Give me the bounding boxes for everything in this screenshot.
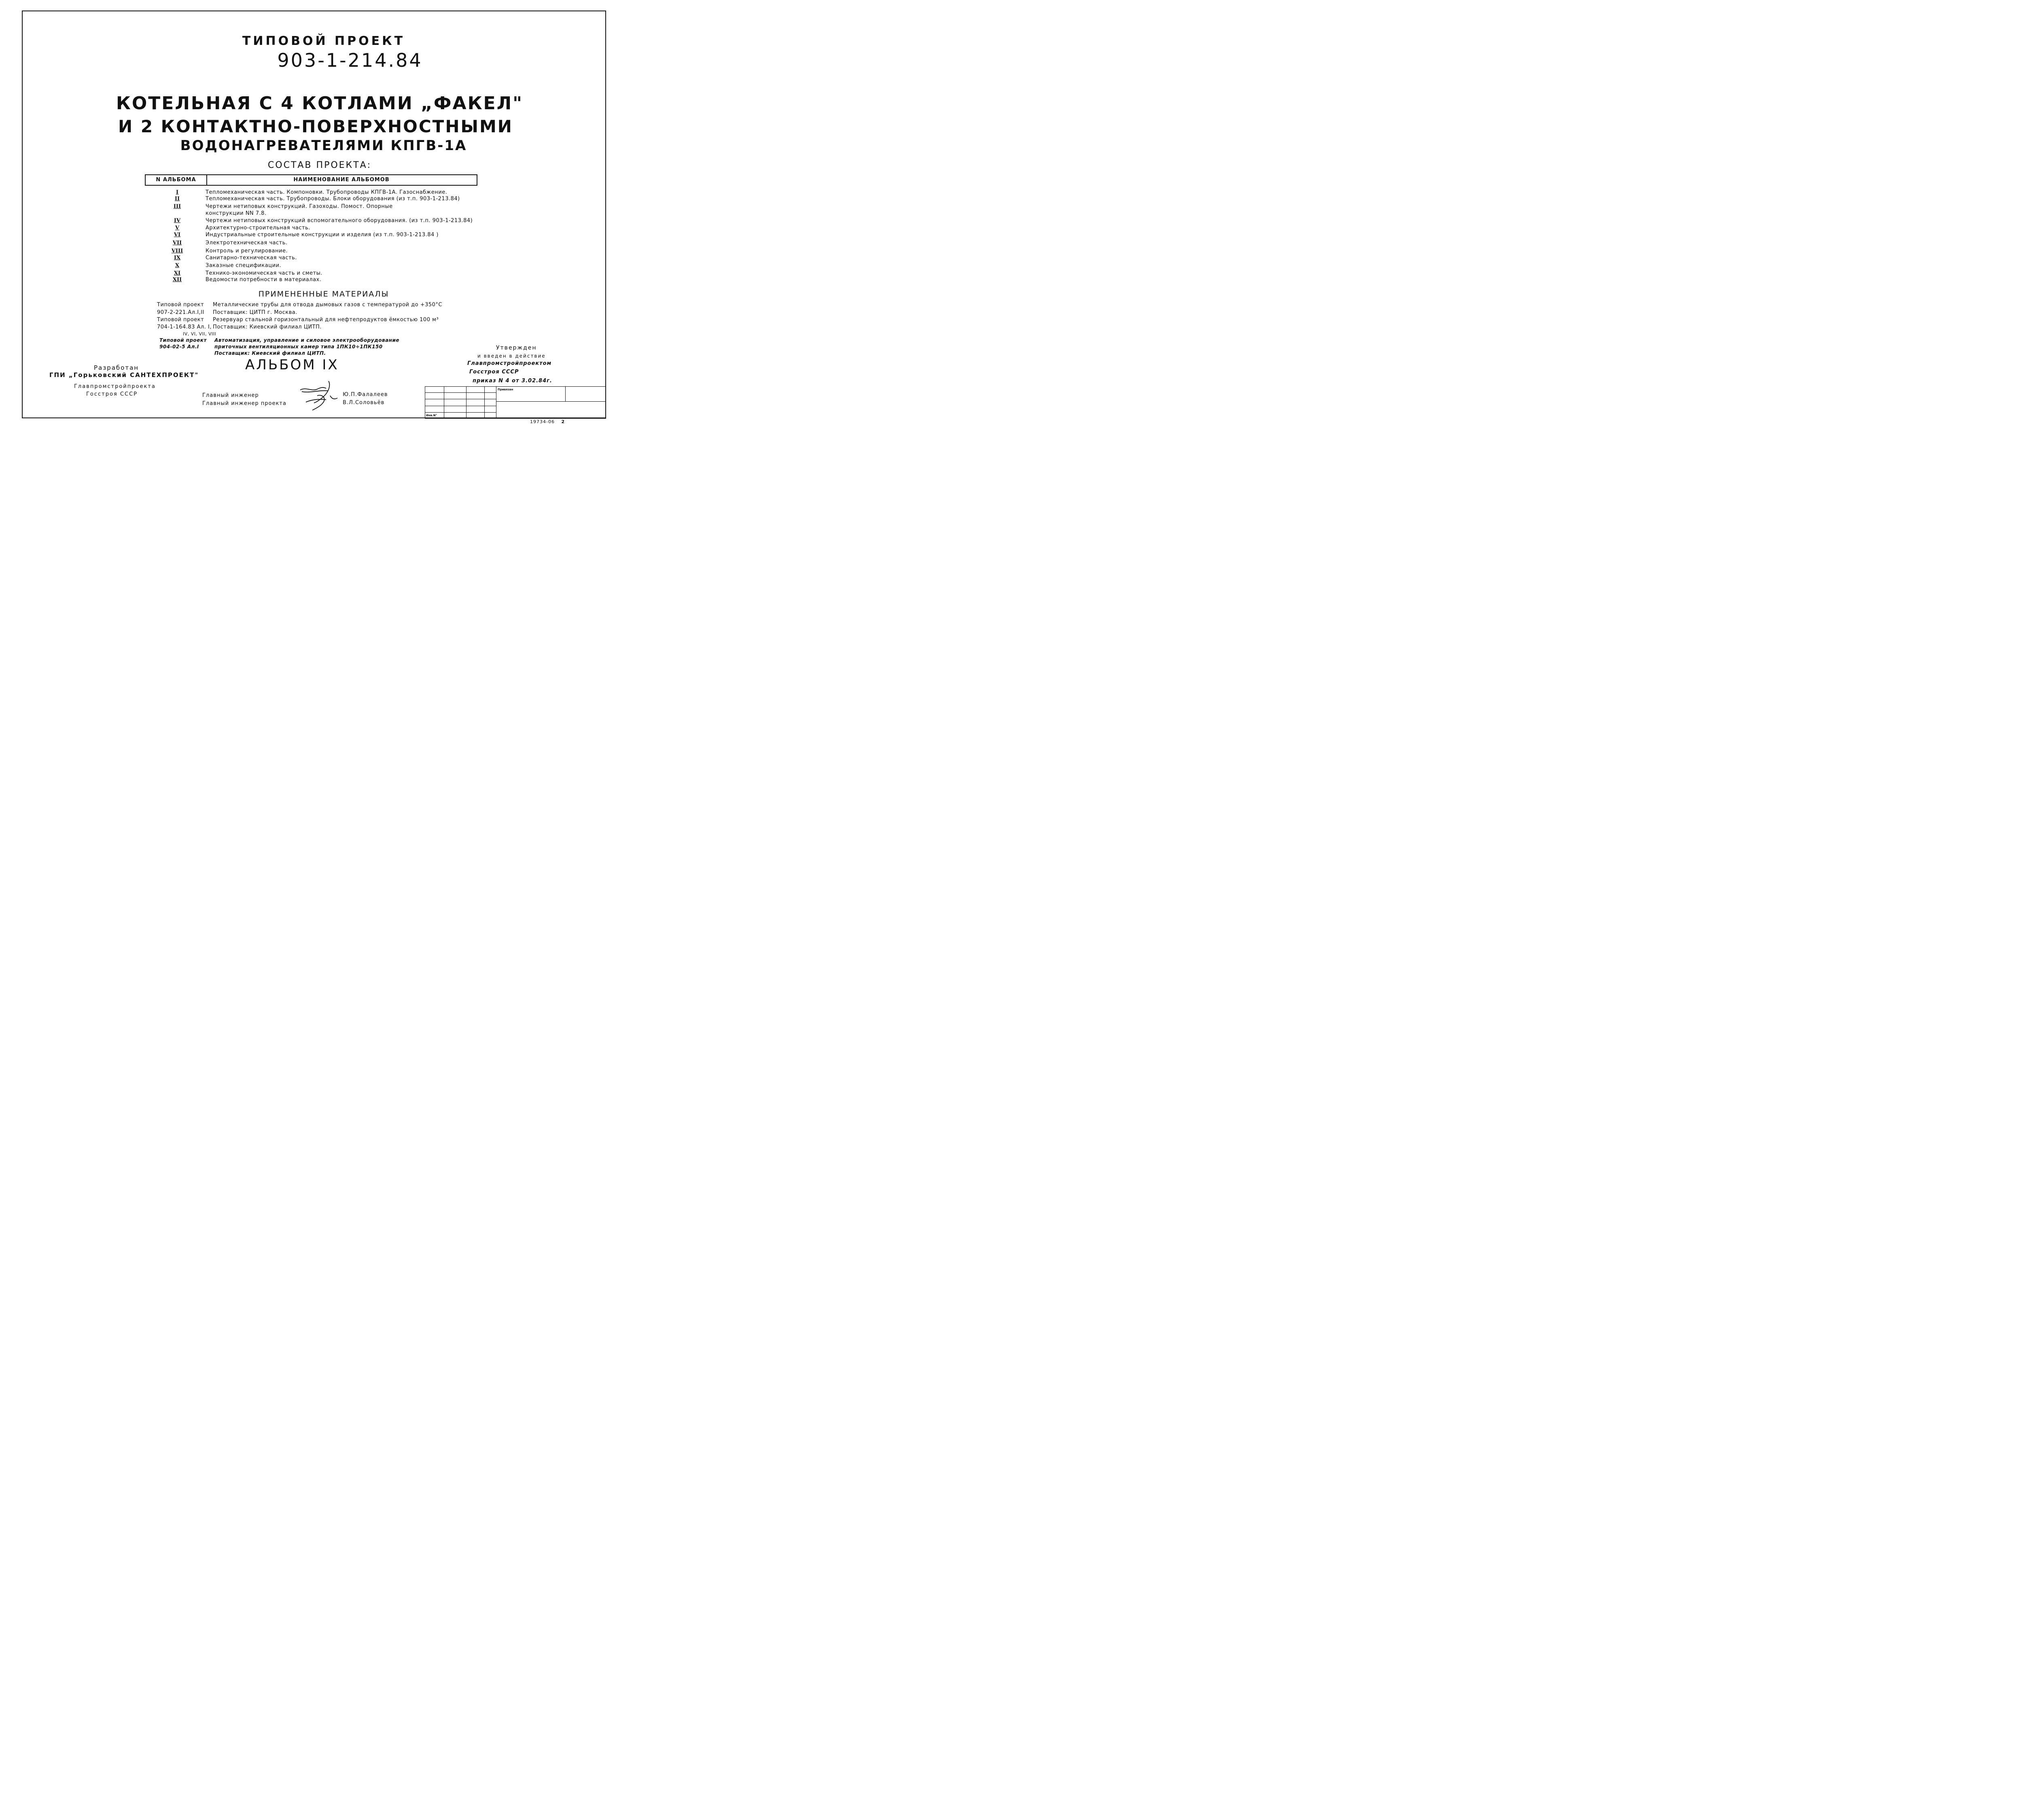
material-desc-italic: Автоматизация, управление и силовое электрооборудование	[214, 337, 400, 343]
material-ref: Типовой проект	[157, 302, 204, 308]
album-number: IV	[174, 218, 181, 224]
developer-ministry: Госстроя СССР	[86, 391, 138, 397]
col-album-name: НАИМЕНОВАНИЕ АЛЬБОМОВ	[293, 177, 390, 183]
album-number: VIII	[171, 248, 183, 254]
approval-line-5: приказ N 4 от 3.02.84г.	[473, 378, 552, 384]
album-name: Электротехническая часть.	[206, 240, 288, 246]
page-number: 2	[561, 419, 565, 424]
album-number: VII	[172, 240, 182, 246]
album-number: IX	[174, 255, 181, 261]
album-name: Ведомости потребности в материалах.	[206, 277, 322, 283]
chief-engineer-name: Ю.П.Фалалеев	[343, 392, 388, 398]
album-number: III	[173, 203, 181, 210]
material-desc: Поставщик: ЦИТП г. Москва.	[213, 309, 297, 316]
material-desc: Поставщик: Киевский филиал ЦИТП.	[213, 324, 322, 330]
sheet-code: 19734-06	[530, 419, 555, 424]
chief-project-engineer-role: Главный инженер проекта	[202, 400, 286, 407]
col-album-number: N АЛЬБОМА	[146, 175, 207, 185]
developer-org: ГПИ „Горьковский САНТЕХПРОЕКТ"	[49, 371, 199, 379]
album-name: Технико-экономическая часть и сметы.	[206, 270, 322, 276]
sheet-number	[530, 419, 565, 424]
approval-line-4: Госстроя СССР	[469, 369, 519, 375]
chief-project-engineer-name: В.Л.Соловьёв	[343, 400, 385, 406]
material-desc-italic: Поставщик: Киевский филиал ЦИТП.	[214, 350, 326, 356]
material-desc: Резервуар стальной горизонтальный для нефтепродуктов ёмкостью 100 м³	[213, 317, 439, 323]
approval-line-3: Главпромстройпроектом	[467, 360, 552, 367]
privyazan-label: Привязан	[498, 388, 513, 391]
composition-table-header	[145, 174, 477, 186]
album-name: конструкции NN 7.8.	[206, 210, 267, 216]
album-name: Тепломеханическая часть. Компоновки. Трубопроводы КПГВ-1А. Газоснабжение.	[206, 189, 447, 195]
chief-engineer-role: Главный инженер	[202, 392, 259, 398]
title-block-stamp	[425, 386, 606, 419]
project-type-label: ТИПОВОЙ ПРОЕКТ	[242, 34, 405, 48]
developer-label: Разработан	[94, 364, 139, 371]
material-ref-italic: Типовой проект	[159, 337, 207, 343]
material-ref: 907-2-221.Ал.I,II	[157, 309, 204, 316]
album-number: II	[174, 196, 180, 202]
composition-heading: СОСТАВ ПРОЕКТА:	[267, 160, 372, 170]
materials-heading: ПРИМЕНЕННЫЕ МАТЕРИАЛЫ	[258, 290, 389, 299]
album-name: Контроль и регулирование.	[206, 248, 288, 254]
title-line-3: ВОДОНАГРЕВАТЕЛЯМИ КПГВ-1А	[180, 138, 467, 154]
album-number: XI	[174, 270, 181, 276]
album-title: АЛЬБОМ IX	[245, 357, 339, 373]
material-ref: Типовой проект	[157, 317, 204, 323]
album-number: I	[176, 189, 179, 195]
album-number: X	[175, 263, 180, 269]
project-number: 903-1-214.84	[277, 49, 423, 71]
inv-label: Инв.N°	[426, 414, 437, 417]
album-name: Индустриальные строительные конструкции и изделия (из т.п. 903-1-213.84 )	[206, 232, 439, 238]
album-name: Тепломеханическая часть. Трубопроводы. Блоки оборудования (из т.п. 903-1-213.84)	[206, 196, 460, 202]
album-name: Архитектурно-строительная часть.	[206, 225, 310, 231]
title-line-1: КОТЕЛЬНАЯ С 4 КОТЛАМИ „ФАКЕЛ"	[116, 93, 524, 114]
material-desc: Металлические трубы для отвода дымовых газов с температурой до +350°С	[213, 302, 442, 308]
material-desc-italic: приточных вентиляционных камер типа 1ПК10÷1ПК150	[214, 344, 383, 350]
material-ref-italic: 904-02-5 Ал.I	[159, 344, 199, 350]
album-number: VI	[174, 232, 181, 238]
album-number: XII	[172, 277, 182, 283]
signature-scribble	[298, 379, 342, 412]
material-ref: 704-1-164.83 Ал. I,	[157, 324, 212, 330]
album-name: Заказные спецификации.	[206, 263, 282, 269]
title-line-2: И 2 КОНТАКТНО-ПОВЕРХНОСТНЫМИ	[118, 117, 513, 136]
album-number: V	[175, 225, 180, 231]
album-name: Чертежи нетиповых конструкций. Газоходы. Помост. Опорные	[206, 203, 393, 210]
developer-parent: Главпромстройпроекта	[74, 383, 156, 390]
approval-line-1: Утвержден	[496, 345, 537, 351]
approval-line-2: и введен в действие	[477, 353, 546, 359]
album-name: Санитарно-техническая часть.	[206, 255, 297, 261]
material-ref: IV, VI, VII, VIII	[183, 331, 216, 337]
album-name: Чертежи нетиповых конструкций вспомогательного оборудования. (из т.п. 903-1-213.84)	[206, 218, 473, 224]
